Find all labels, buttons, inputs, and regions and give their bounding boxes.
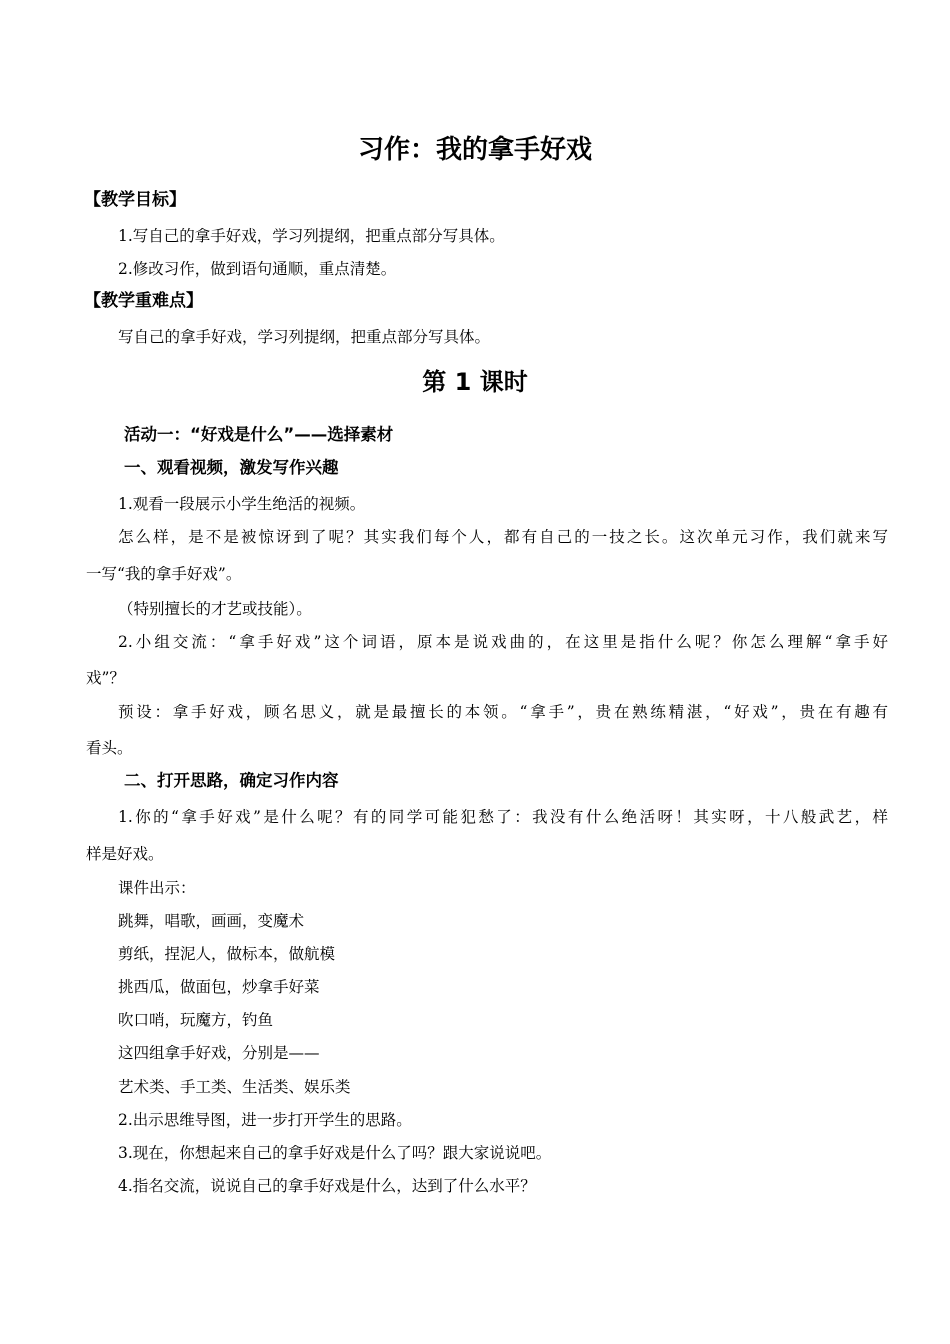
section1-paragraph-5-line1: 预设：拿手好戏，顾名思义，就是最擅长的本领。“拿手”，贵在熟练精湛，“好戏”，贵在有趣有 [118,703,888,721]
objectives-heading: 【教学目标】 [84,190,186,210]
skill-group-2: 剪纸，捏泥人，做标本，做航模 [118,945,336,963]
section1-paragraph-2-line1: 怎么样，是不是被惊讶到了呢？其实我们每个人，都有自己的一技之长。这次单元习作，我们就来写 [118,528,888,546]
skill-group-1: 跳舞，唱歌，画画，变魔术 [118,912,305,930]
activity-heading: 活动一：“好戏是什么”——选择素材 [124,425,394,444]
key-points-heading: 【教学重难点】 [84,291,203,311]
section1-paragraph-3: （特别擅长的才艺或技能）。 [118,600,312,618]
section1-paragraph-1: 1.观看一段展示小学生绝活的视频。 [118,495,366,513]
section1-paragraph-2-line2: 一写“我的拿手好戏”。 [86,565,242,583]
section1-paragraph-4-line1: 2.小组交流：“拿手好戏”这个词语，原本是说戏曲的，在这里是指什么呢？你怎么理解“拿手好 [118,633,888,651]
courseware-label: 课件出示： [118,879,196,897]
lesson-title: 第 1 课时 [422,368,528,396]
groups-intro: 这四组拿手好戏，分别是—— [118,1044,320,1062]
page-title: 习作：我的拿手好戏 [357,135,592,165]
section1-paragraph-4-line2: 戏”？ [86,669,125,687]
section2-paragraph-2: 2.出示思维导图，进一步打开学生的思路。 [118,1111,412,1129]
section1-heading: 一、观看视频，激发写作兴趣 [124,458,339,477]
key-points-text: 写自己的拿手好戏，学习列提纲，把重点部分写具体。 [118,328,491,346]
objective-item-2: 2.修改习作，做到语句通顺，重点清楚。 [118,260,397,278]
section2-paragraph-1-line2: 样是好戏。 [86,845,164,863]
section2-paragraph-4: 4.指名交流，说说自己的拿手好戏是什么，达到了什么水平？ [118,1177,536,1195]
section1-paragraph-5-line2: 看头。 [86,739,133,757]
skill-group-4: 吹口哨，玩魔方，钓鱼 [118,1011,274,1029]
section2-heading: 二、打开思路，确定习作内容 [124,771,339,790]
skill-categories: 艺术类、手工类、生活类、娱乐类 [118,1078,351,1096]
skill-group-3: 挑西瓜，做面包，炒拿手好菜 [118,978,320,996]
objective-item-1: 1.写自己的拿手好戏，学习列提纲，把重点部分写具体。 [118,227,505,245]
section2-paragraph-3: 3.现在，你想起来自己的拿手好戏是什么了吗？跟大家说说吧。 [118,1144,552,1162]
section2-paragraph-1-line1: 1.你的“拿手好戏”是什么呢？有的同学可能犯愁了：我没有什么绝活呀！其实呀，十八般武艺，样 [118,808,888,826]
